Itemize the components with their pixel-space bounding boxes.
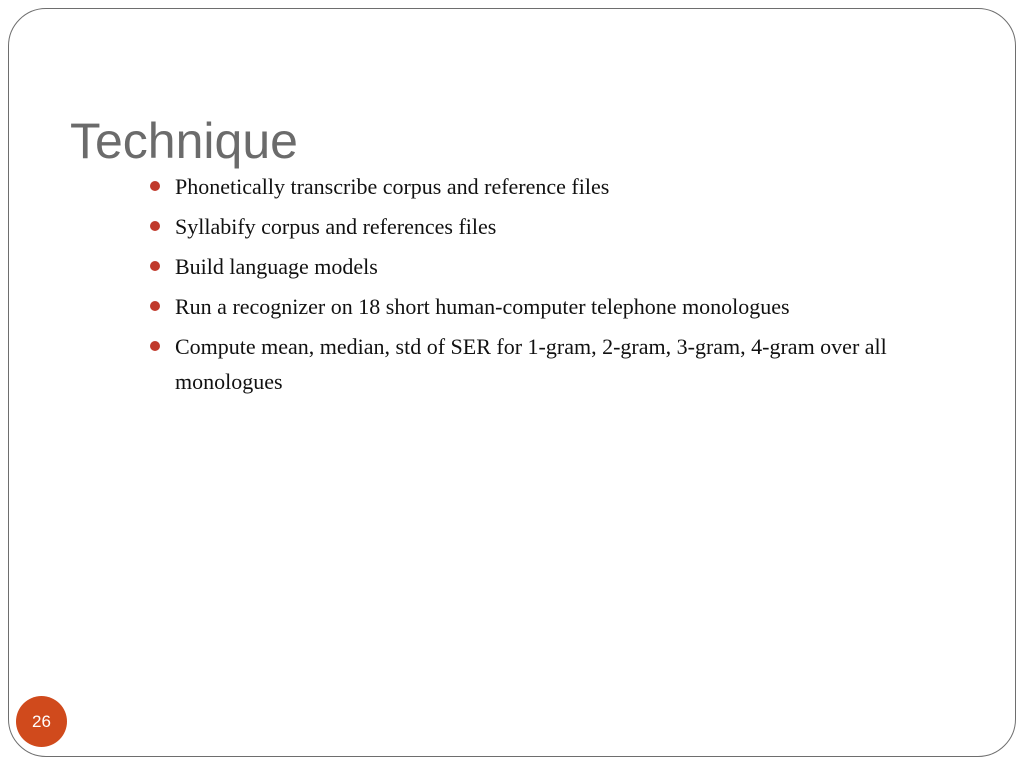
bullet-dot-icon: [150, 221, 160, 231]
bullet-text: Build language models: [175, 254, 378, 279]
bullet-text: Syllabify corpus and references files: [175, 214, 497, 239]
bullet-text: Compute mean, median, std of SER for 1-gram, 2-gram, 3-gram, 4-gram over all monologues: [175, 334, 887, 394]
bullet-item: [150, 209, 950, 244]
bullet-item: [150, 249, 950, 284]
bullet-item: [150, 329, 950, 399]
bullet-item: [150, 169, 950, 204]
bullet-dot-icon: [150, 301, 160, 311]
bullet-dot-icon: [150, 341, 160, 351]
page-number-badge: 26: [16, 696, 67, 747]
bullet-dot-icon: [150, 181, 160, 191]
bullet-text: Phonetically transcribe corpus and reference files: [175, 174, 610, 199]
bullet-text: Run a recognizer on 18 short human-computer telephone monologues: [175, 294, 790, 319]
bullet-dot-icon: [150, 261, 160, 271]
bullet-item: [150, 289, 950, 324]
bullet-list: [150, 169, 950, 404]
slide-title: Technique: [70, 113, 298, 169]
